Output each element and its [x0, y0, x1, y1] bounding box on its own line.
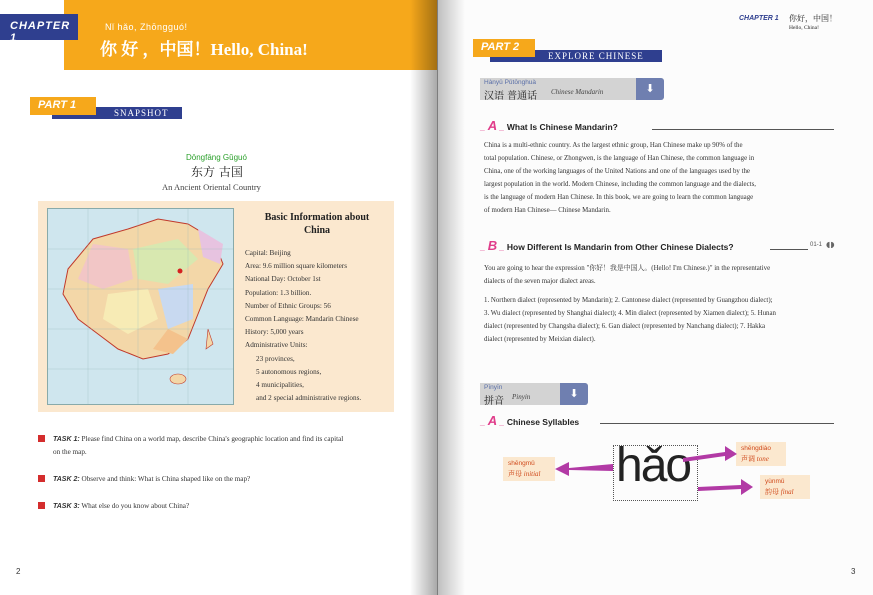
book-gutter-shadow [437, 0, 465, 595]
bullet-square-icon [38, 475, 45, 482]
admin-unit: 4 municipalities, [256, 381, 304, 390]
arrow-to-tone [683, 446, 737, 462]
part1-tag: PART 1 [30, 97, 96, 115]
section-rule [652, 129, 834, 130]
section-rule [600, 423, 834, 424]
info-line: Capital: Beijing [245, 249, 291, 257]
page-number: 2 [16, 567, 21, 576]
info-line: Administrative Units: [245, 341, 308, 350]
part2-tag: PART 2 [473, 39, 535, 57]
info-line: National Day: October 1st [245, 275, 321, 284]
book-gutter-shadow [410, 0, 438, 595]
task-2: TASK 2: Observe and think: What is China shaped like on the map? [38, 473, 390, 486]
arrow-to-initial [555, 462, 613, 476]
section-b-heading: _ B _ How Different Is Mandarin from Other Chinese Dialects? [480, 238, 734, 253]
down-arrow-icon[interactable]: ⬇ [636, 78, 664, 100]
down-arrow-icon[interactable]: ⬇ [560, 383, 588, 405]
running-head-title-en: Hello, China! [789, 25, 819, 31]
tab-chinese: 拼音 [484, 396, 504, 407]
admin-unit: and 2 special administrative regions. [256, 394, 362, 403]
running-head-title-zh: 你好，中国！ [789, 14, 837, 23]
page-number: 3 [851, 567, 856, 576]
info-title: Basic Information about China [264, 212, 370, 236]
running-head-chapter: CHAPTER 1 [739, 15, 779, 22]
part1-title: SNAPSHOT [52, 107, 182, 119]
final-label: yùnmǔ 韵母 final [760, 475, 810, 499]
info-line: Population: 1.3 billion. [245, 288, 312, 297]
subhead-chinese: 东方 古国 [191, 165, 243, 179]
initial-label: shēngmǔ 声母 initial [503, 457, 555, 481]
tab-english: Chinese Mandarin [551, 88, 604, 96]
dialect-list: 1. Northern dialect (represented by Mandarin); 2. Cantonese dialect (represented by Guangzhou dialect); 3. Wu dialect (represented by Shanghai dialect); 4. Min dialect (represented by Xiamen dialect); 5. Hunan dialect (represented by Changsha dialect); 6. Gan dialect (represented by Nanchang dialect); 7. Hakka dialect (represented by Meixian dialect). [484, 297, 776, 344]
chapter-label: CHAPTER 1 [0, 14, 78, 40]
tab-chinese: 汉语 普通话 [484, 91, 538, 102]
info-line: Area: 9.6 million square kilometers [245, 262, 347, 271]
chapter-title: 你 好 ，中国！Hello, China! [100, 40, 308, 59]
info-line: History: 5,000 years [245, 328, 304, 337]
section-rule [770, 249, 808, 250]
info-line: Number of Ethnic Groups: 56 [245, 301, 331, 310]
subhead-english: An Ancient Oriental Country [162, 182, 261, 192]
headphones-icon[interactable]: ◖◗ [826, 240, 835, 249]
syllable-example: hǎo [616, 439, 691, 492]
tone-label: shēngdiào 声调 tone [736, 442, 786, 466]
tab-pinyin: Pīnyīn [484, 384, 503, 391]
tab-english: Pinyin [512, 393, 531, 401]
admin-unit: 5 autonomous regions, [256, 367, 322, 376]
bullet-square-icon [38, 435, 45, 442]
section-a2-heading: _ A _ Chinese Syllables [480, 413, 580, 428]
mandarin-tab[interactable] [480, 78, 664, 100]
pinyin-tab[interactable] [480, 383, 588, 405]
tab-pinyin: Hànyǔ Pǔtōnghuà [484, 79, 537, 86]
section-a-heading: _ A _ What Is Chinese Mandarin? [480, 118, 618, 133]
china-map-image [47, 208, 234, 405]
section-a-paragraph: China is a multi-ethnic country. As the largest ethnic group, Han Chinese make up 90% of the total population. Chinese, or Zhongwen, is the language of Han Chinese, the common language in China, one of the working languages of the United Nations and one of the languages used by the largest population in the world. Modern Chinese, including the common language and the dialects, is the language of modern Han Chinese. In this book, we are going to learn the common language of modern Han Chinese— Chinese Mandarin. [484, 142, 756, 215]
info-list [245, 247, 361, 405]
arrow-to-final [698, 479, 753, 495]
section-b-intro: You are going to hear the expression "你好！我是中国人。(Hello! I'm Chinese.)" in the representative dialects of the seven major dialect areas. [484, 265, 771, 286]
audio-track-label: 01-1 [810, 242, 823, 248]
bullet-square-icon [38, 502, 45, 509]
subhead-pinyin: Dōngfāng Gǔguó [186, 153, 247, 162]
info-line: Common Language: Mandarin Chinese [245, 315, 359, 324]
admin-unit: 23 provinces, [256, 354, 295, 363]
task-3: TASK 3: What else do you know about China? [38, 500, 390, 513]
chapter-title-pinyin: Nǐ hǎo, Zhōngguó! [105, 22, 188, 32]
task-1: TASK 1: Please find China on a world map, describe China's geographic location and find its capital on the map. [38, 433, 390, 459]
syllable-arrows [555, 440, 765, 505]
part2-title: EXPLORE CHINESE [490, 50, 662, 62]
